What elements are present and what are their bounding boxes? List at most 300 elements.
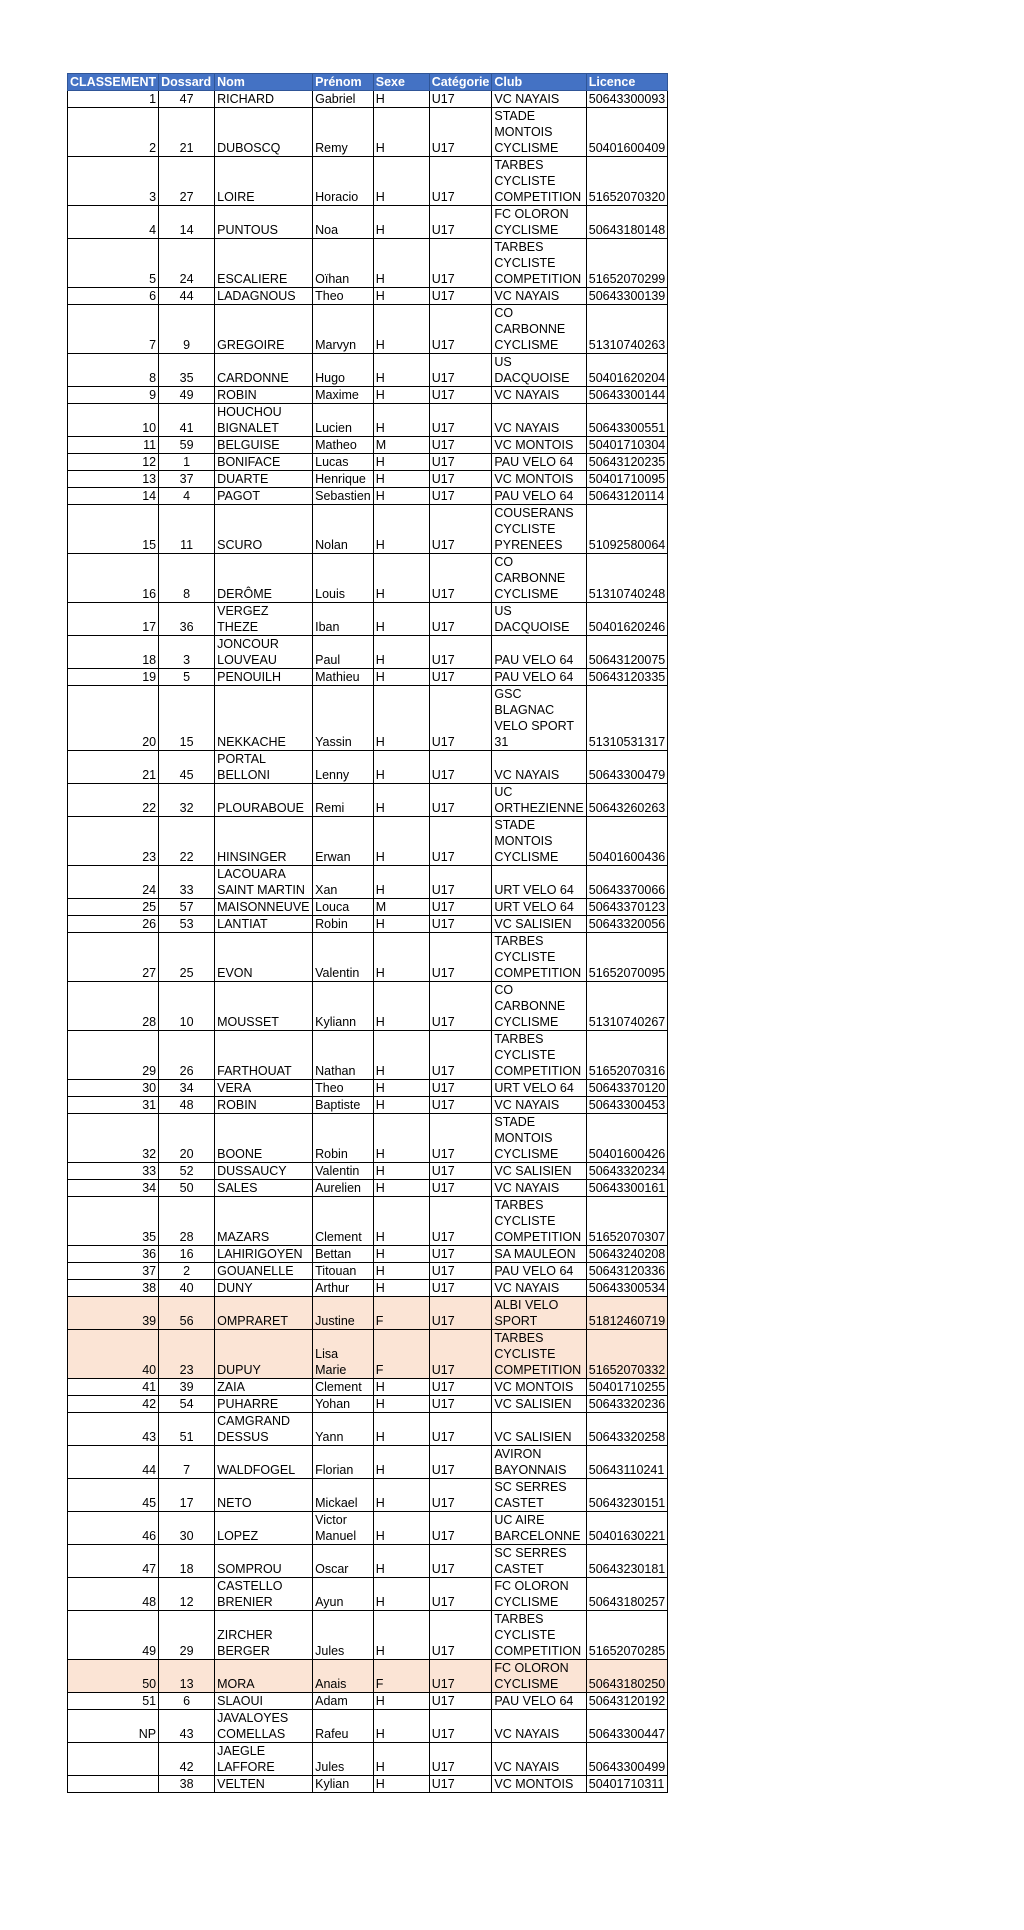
cell-club: VC SALISIEN [492, 1396, 586, 1413]
cell-club: SC SERRES CASTET [492, 1479, 586, 1512]
table-row [68, 157, 668, 206]
table-row [68, 108, 668, 157]
cell-classement: 22 [68, 784, 159, 817]
cell-prenom: Aurelien [313, 1180, 374, 1197]
table-row [68, 404, 668, 437]
cell-licence: 50401600409 [586, 108, 667, 157]
cell-dossard: 57 [159, 899, 215, 916]
cell-licence: 50643240208 [586, 1246, 667, 1263]
table-row [68, 554, 668, 603]
cell-classement: 41 [68, 1379, 159, 1396]
cell-classement: 31 [68, 1097, 159, 1114]
cell-categorie: U17 [429, 1197, 492, 1246]
cell-sexe: H [373, 239, 429, 288]
col-header-classement: CLASSEMENT [68, 74, 159, 91]
cell-categorie: U17 [429, 1743, 492, 1776]
cell-licence: 50643300551 [586, 404, 667, 437]
col-header-dossard: Dossard [159, 74, 215, 91]
cell-club: UC ORTHEZIENNE [492, 784, 586, 817]
table-row [68, 1545, 668, 1578]
cell-club: STADE MONTOIS CYCLISME [492, 1114, 586, 1163]
cell-prenom: Paul [313, 636, 374, 669]
cell-categorie: U17 [429, 471, 492, 488]
cell-dossard: 37 [159, 471, 215, 488]
cell-nom: PORTAL BELLONI [215, 751, 313, 784]
cell-nom: NEKKACHE [215, 686, 313, 751]
cell-club: PAU VELO 64 [492, 454, 586, 471]
cell-prenom: Yassin [313, 686, 374, 751]
cell-nom: BELGUISE [215, 437, 313, 454]
cell-club: URT VELO 64 [492, 866, 586, 899]
cell-club: GSC BLAGNAC VELO SPORT 31 [492, 686, 586, 751]
cell-classement: 42 [68, 1396, 159, 1413]
table-row [68, 387, 668, 404]
cell-club: TARBES CYCLISTE COMPETITION [492, 239, 586, 288]
cell-classement: 23 [68, 817, 159, 866]
cell-dossard: 1 [159, 454, 215, 471]
table-row [68, 899, 668, 916]
cell-classement: 38 [68, 1280, 159, 1297]
cell-dossard: 11 [159, 505, 215, 554]
table-row [68, 1710, 668, 1743]
cell-sexe: H [373, 1379, 429, 1396]
results-table [67, 73, 668, 1793]
table-row [68, 437, 668, 454]
cell-prenom: Matheo [313, 437, 374, 454]
cell-club: CO CARBONNE CYCLISME [492, 554, 586, 603]
table-row [68, 1097, 668, 1114]
cell-nom: MORA [215, 1660, 313, 1693]
table-row [68, 636, 668, 669]
cell-prenom: Remi [313, 784, 374, 817]
cell-prenom: Erwan [313, 817, 374, 866]
table-row [68, 866, 668, 899]
cell-prenom: Jules [313, 1611, 374, 1660]
cell-club: VC NAYAIS [492, 1097, 586, 1114]
cell-sexe: M [373, 437, 429, 454]
cell-sexe: H [373, 982, 429, 1031]
cell-licence: 50643110241 [586, 1446, 667, 1479]
cell-licence: 50643320234 [586, 1163, 667, 1180]
cell-classement: 29 [68, 1031, 159, 1080]
cell-dossard: 34 [159, 1080, 215, 1097]
cell-categorie: U17 [429, 1446, 492, 1479]
cell-dossard: 2 [159, 1263, 215, 1280]
cell-dossard: 14 [159, 206, 215, 239]
cell-club: PAU VELO 64 [492, 1693, 586, 1710]
cell-categorie: U17 [429, 1297, 492, 1330]
cell-categorie: U17 [429, 1080, 492, 1097]
cell-sexe: H [373, 817, 429, 866]
cell-prenom: Kyliann [313, 982, 374, 1031]
cell-club: TARBES CYCLISTE COMPETITION [492, 1330, 586, 1379]
cell-dossard: 12 [159, 1578, 215, 1611]
table-row [68, 1776, 668, 1793]
cell-licence: 50643300447 [586, 1710, 667, 1743]
cell-licence: 50643120075 [586, 636, 667, 669]
cell-categorie: U17 [429, 554, 492, 603]
cell-nom: CASTELLO BRENIER [215, 1578, 313, 1611]
cell-classement: 12 [68, 454, 159, 471]
cell-categorie: U17 [429, 454, 492, 471]
table-row [68, 1297, 668, 1330]
cell-dossard: 30 [159, 1512, 215, 1545]
table-row [68, 1163, 668, 1180]
cell-prenom: Clement [313, 1197, 374, 1246]
cell-licence: 50643300093 [586, 91, 667, 108]
cell-sexe: H [373, 505, 429, 554]
cell-classement: 3 [68, 157, 159, 206]
cell-dossard: 42 [159, 1743, 215, 1776]
cell-prenom: Mathieu [313, 669, 374, 686]
cell-prenom: Gabriel [313, 91, 374, 108]
cell-nom: BOONE [215, 1114, 313, 1163]
cell-prenom: Theo [313, 1080, 374, 1097]
cell-categorie: U17 [429, 288, 492, 305]
cell-sexe: H [373, 784, 429, 817]
cell-categorie: U17 [429, 1031, 492, 1080]
cell-dossard: 16 [159, 1246, 215, 1263]
cell-licence: 51652070285 [586, 1611, 667, 1660]
cell-nom: PUNTOUS [215, 206, 313, 239]
cell-licence: 51652070095 [586, 933, 667, 982]
cell-classement: 9 [68, 387, 159, 404]
cell-categorie: U17 [429, 1512, 492, 1545]
cell-sexe: H [373, 1396, 429, 1413]
cell-licence: 51652070320 [586, 157, 667, 206]
cell-dossard: 43 [159, 1710, 215, 1743]
cell-dossard: 44 [159, 288, 215, 305]
cell-prenom: Yann [313, 1413, 374, 1446]
cell-licence: 50643260263 [586, 784, 667, 817]
cell-categorie: U17 [429, 1710, 492, 1743]
cell-club: TARBES CYCLISTE COMPETITION [492, 157, 586, 206]
cell-prenom: Oscar [313, 1545, 374, 1578]
cell-nom: MAISONNEUVE [215, 899, 313, 916]
table-row [68, 1743, 668, 1776]
cell-licence: 50643120235 [586, 454, 667, 471]
cell-prenom: Noa [313, 206, 374, 239]
cell-sexe: H [373, 454, 429, 471]
table-row [68, 1180, 668, 1197]
table-row [68, 933, 668, 982]
cell-dossard: 47 [159, 91, 215, 108]
cell-classement: 35 [68, 1197, 159, 1246]
cell-prenom: Marvyn [313, 305, 374, 354]
cell-nom: ROBIN [215, 387, 313, 404]
cell-licence: 50401600426 [586, 1114, 667, 1163]
cell-nom: VELTEN [215, 1776, 313, 1793]
cell-sexe: H [373, 354, 429, 387]
cell-licence: 50401620246 [586, 603, 667, 636]
cell-classement: 7 [68, 305, 159, 354]
cell-sexe: F [373, 1297, 429, 1330]
cell-categorie: U17 [429, 1776, 492, 1793]
cell-dossard: 17 [159, 1479, 215, 1512]
cell-sexe: H [373, 1479, 429, 1512]
cell-classement: 16 [68, 554, 159, 603]
cell-club: VC NAYAIS [492, 1710, 586, 1743]
cell-nom: DUSSAUCY [215, 1163, 313, 1180]
cell-categorie: U17 [429, 1246, 492, 1263]
cell-dossard: 36 [159, 603, 215, 636]
cell-club: US DACQUOISE [492, 603, 586, 636]
cell-sexe: H [373, 933, 429, 982]
cell-club: TARBES CYCLISTE COMPETITION [492, 933, 586, 982]
cell-licence: 50643300139 [586, 288, 667, 305]
cell-club: CO CARBONNE CYCLISME [492, 982, 586, 1031]
table-row [68, 751, 668, 784]
cell-nom: SOMPROU [215, 1545, 313, 1578]
col-header-prenom: Prénom [313, 74, 374, 91]
cell-club: VC SALISIEN [492, 1163, 586, 1180]
cell-prenom: Horacio [313, 157, 374, 206]
cell-classement [68, 1776, 159, 1793]
cell-club: VC NAYAIS [492, 288, 586, 305]
cell-dossard: 5 [159, 669, 215, 686]
cell-licence: 50643120114 [586, 488, 667, 505]
cell-classement: 27 [68, 933, 159, 982]
cell-club: VC NAYAIS [492, 1743, 586, 1776]
cell-dossard: 35 [159, 354, 215, 387]
cell-prenom: Adam [313, 1693, 374, 1710]
cell-nom: BONIFACE [215, 454, 313, 471]
cell-dossard: 40 [159, 1280, 215, 1297]
cell-club: FC OLORON CYCLISME [492, 206, 586, 239]
cell-prenom: Valentin [313, 1163, 374, 1180]
cell-prenom: Iban [313, 603, 374, 636]
cell-nom: SCURO [215, 505, 313, 554]
cell-dossard: 7 [159, 1446, 215, 1479]
cell-classement: 8 [68, 354, 159, 387]
cell-classement: 13 [68, 471, 159, 488]
cell-prenom: Florian [313, 1446, 374, 1479]
cell-club: TARBES CYCLISTE COMPETITION [492, 1611, 586, 1660]
cell-categorie: U17 [429, 1163, 492, 1180]
table-row [68, 603, 668, 636]
cell-licence: 50643320258 [586, 1413, 667, 1446]
cell-sexe: H [373, 1246, 429, 1263]
cell-categorie: U17 [429, 91, 492, 108]
table-row [68, 1479, 668, 1512]
cell-club: VC SALISIEN [492, 916, 586, 933]
cell-categorie: U17 [429, 1611, 492, 1660]
cell-nom: NETO [215, 1479, 313, 1512]
cell-sexe: H [373, 471, 429, 488]
cell-dossard: 9 [159, 305, 215, 354]
cell-nom: LOIRE [215, 157, 313, 206]
cell-categorie: U17 [429, 1263, 492, 1280]
cell-licence: 50643320236 [586, 1396, 667, 1413]
cell-classement: 34 [68, 1180, 159, 1197]
table-row [68, 1611, 668, 1660]
cell-club: ALBI VELO SPORT [492, 1297, 586, 1330]
cell-licence: 50643120336 [586, 1263, 667, 1280]
cell-sexe: H [373, 1693, 429, 1710]
cell-prenom: Bettan [313, 1246, 374, 1263]
cell-licence: 51310740267 [586, 982, 667, 1031]
cell-dossard: 25 [159, 933, 215, 982]
cell-licence: 50643230151 [586, 1479, 667, 1512]
cell-prenom: Lucien [313, 404, 374, 437]
cell-nom: VERA [215, 1080, 313, 1097]
cell-dossard: 6 [159, 1693, 215, 1710]
cell-dossard: 4 [159, 488, 215, 505]
cell-sexe: H [373, 1114, 429, 1163]
cell-classement: 39 [68, 1297, 159, 1330]
col-header-nom: Nom [215, 74, 313, 91]
table-row [68, 1197, 668, 1246]
table-row [68, 91, 668, 108]
cell-nom: LOPEZ [215, 1512, 313, 1545]
cell-licence: 50643180257 [586, 1578, 667, 1611]
cell-nom: PENOUILH [215, 669, 313, 686]
cell-classement: 51 [68, 1693, 159, 1710]
cell-classement: 19 [68, 669, 159, 686]
cell-classement: 14 [68, 488, 159, 505]
table-row [68, 1512, 668, 1545]
cell-licence: 50643180250 [586, 1660, 667, 1693]
cell-dossard: 21 [159, 108, 215, 157]
col-header-club: Club [492, 74, 586, 91]
cell-nom: DUARTE [215, 471, 313, 488]
cell-categorie: U17 [429, 505, 492, 554]
cell-dossard: 18 [159, 1545, 215, 1578]
cell-sexe: H [373, 1710, 429, 1743]
cell-classement: 47 [68, 1545, 159, 1578]
cell-dossard: 8 [159, 554, 215, 603]
cell-categorie: U17 [429, 1180, 492, 1197]
cell-prenom: Lucas [313, 454, 374, 471]
table-row [68, 1246, 668, 1263]
cell-classement: 11 [68, 437, 159, 454]
cell-club: COUSERANS CYCLISTE PYRENEES [492, 505, 586, 554]
cell-sexe: H [373, 916, 429, 933]
cell-club: SA MAULEON [492, 1246, 586, 1263]
cell-sexe: H [373, 206, 429, 239]
cell-dossard: 45 [159, 751, 215, 784]
cell-prenom: Jules [313, 1743, 374, 1776]
cell-categorie: U17 [429, 1280, 492, 1297]
cell-categorie: U17 [429, 1114, 492, 1163]
cell-nom: ZAIA [215, 1379, 313, 1396]
cell-dossard: 54 [159, 1396, 215, 1413]
table-row [68, 1330, 668, 1379]
cell-prenom: Mickael [313, 1479, 374, 1512]
cell-club: TARBES CYCLISTE COMPETITION [492, 1031, 586, 1080]
cell-sexe: H [373, 108, 429, 157]
cell-classement: 10 [68, 404, 159, 437]
cell-nom: VERGEZ THEZE [215, 603, 313, 636]
cell-categorie: U17 [429, 1693, 492, 1710]
cell-prenom: Remy [313, 108, 374, 157]
cell-nom: ZIRCHER BERGER [215, 1611, 313, 1660]
cell-licence: 50401710255 [586, 1379, 667, 1396]
table-row [68, 669, 668, 686]
cell-prenom: Justine [313, 1297, 374, 1330]
cell-prenom: Theo [313, 288, 374, 305]
cell-categorie: U17 [429, 1545, 492, 1578]
cell-classement: 46 [68, 1512, 159, 1545]
cell-sexe: H [373, 1446, 429, 1479]
cell-club: VC NAYAIS [492, 1180, 586, 1197]
cell-licence: 50643120192 [586, 1693, 667, 1710]
cell-classement: 4 [68, 206, 159, 239]
cell-licence: 50401630221 [586, 1512, 667, 1545]
cell-sexe: H [373, 157, 429, 206]
table-row [68, 1578, 668, 1611]
cell-classement: 50 [68, 1660, 159, 1693]
cell-classement: 21 [68, 751, 159, 784]
cell-prenom: Victor Manuel [313, 1512, 374, 1545]
cell-prenom: Robin [313, 1114, 374, 1163]
cell-nom: OMPRARET [215, 1297, 313, 1330]
cell-licence: 50401710311 [586, 1776, 667, 1793]
cell-classement: 1 [68, 91, 159, 108]
table-row [68, 1396, 668, 1413]
cell-classement: 45 [68, 1479, 159, 1512]
cell-categorie: U17 [429, 1097, 492, 1114]
cell-nom: GREGOIRE [215, 305, 313, 354]
cell-sexe: H [373, 603, 429, 636]
cell-sexe: H [373, 1413, 429, 1446]
cell-categorie: U17 [429, 603, 492, 636]
table-row [68, 354, 668, 387]
cell-licence: 50643300499 [586, 1743, 667, 1776]
cell-nom: PLOURABOUE [215, 784, 313, 817]
cell-dossard: 28 [159, 1197, 215, 1246]
cell-nom: MOUSSET [215, 982, 313, 1031]
cell-classement: 37 [68, 1263, 159, 1280]
cell-classement: 20 [68, 686, 159, 751]
table-row [68, 1693, 668, 1710]
cell-nom: LANTIAT [215, 916, 313, 933]
cell-club: VC MONTOIS [492, 1776, 586, 1793]
cell-dossard: 29 [159, 1611, 215, 1660]
cell-dossard: 38 [159, 1776, 215, 1793]
cell-categorie: U17 [429, 933, 492, 982]
cell-licence: 50643300453 [586, 1097, 667, 1114]
cell-nom: WALDFOGEL [215, 1446, 313, 1479]
cell-nom: CAMGRAND DESSUS [215, 1413, 313, 1446]
cell-club: VC SALISIEN [492, 1413, 586, 1446]
cell-sexe: H [373, 1163, 429, 1180]
cell-nom: CARDONNE [215, 354, 313, 387]
cell-categorie: U17 [429, 982, 492, 1031]
cell-classement: 26 [68, 916, 159, 933]
cell-sexe: H [373, 751, 429, 784]
cell-categorie: U17 [429, 305, 492, 354]
cell-prenom: Titouan [313, 1263, 374, 1280]
cell-dossard: 48 [159, 1097, 215, 1114]
cell-licence: 50643320056 [586, 916, 667, 933]
cell-prenom: Anais [313, 1660, 374, 1693]
cell-dossard: 49 [159, 387, 215, 404]
cell-licence: 51652070299 [586, 239, 667, 288]
cell-sexe: H [373, 1611, 429, 1660]
cell-nom: SALES [215, 1180, 313, 1197]
cell-club: VC NAYAIS [492, 404, 586, 437]
cell-sexe: H [373, 866, 429, 899]
cell-sexe: F [373, 1660, 429, 1693]
cell-club: PAU VELO 64 [492, 1263, 586, 1280]
cell-dossard: 51 [159, 1413, 215, 1446]
table-row [68, 488, 668, 505]
cell-nom: HINSINGER [215, 817, 313, 866]
cell-licence: 51652070316 [586, 1031, 667, 1080]
cell-prenom: Arthur [313, 1280, 374, 1297]
cell-nom: PAGOT [215, 488, 313, 505]
